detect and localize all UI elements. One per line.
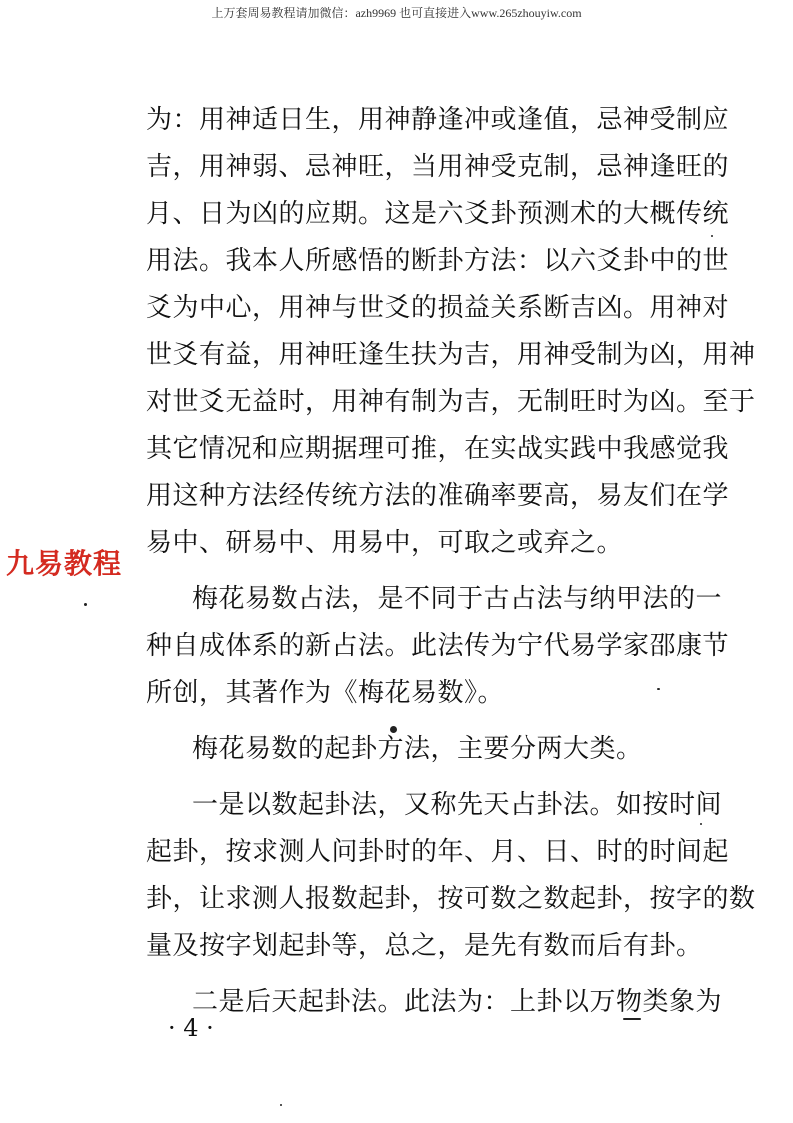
scan-speck bbox=[700, 823, 702, 825]
text-line: 用法。我本人所感悟的断卦方法：以六爻卦中的世 bbox=[146, 246, 730, 276]
text-line: 世爻有益，用神旺逢生扶为吉，用神受制为凶，用神 bbox=[146, 340, 756, 370]
text-line: 量及按字划起卦等，总之，是先有数而后有卦。 bbox=[146, 931, 703, 961]
scan-speck bbox=[657, 688, 660, 690]
text-line: 用这种方法经传统方法的准确率要高，易友们在学 bbox=[146, 481, 730, 511]
body-text bbox=[146, 97, 756, 1026]
scan-speck bbox=[390, 726, 397, 733]
scan-speck bbox=[84, 603, 87, 606]
paragraph-first-line: 梅花易数的起卦方法，主要分两大类。 bbox=[192, 734, 643, 764]
watermark-logo: 九易教程 bbox=[6, 547, 123, 580]
paragraph-first-line: 梅花易数占法，是不同于古占法与纳甲法的一 bbox=[192, 584, 723, 614]
text-line: 种自成体系的新占法。此法传为宁代易学家邵康节 bbox=[146, 631, 730, 661]
paragraph-first-line: 一是以数起卦法，又称先天占卦法。如按时间 bbox=[192, 790, 723, 820]
paragraph-first-line: 二是后天起卦法。此法为：上卦以万物类象为 bbox=[192, 987, 723, 1017]
page-number: · 4 · bbox=[168, 1014, 214, 1042]
scan-speck bbox=[711, 235, 713, 237]
text-line: 为：用神适日生，用神静逢冲或逢值，忌神受制应 bbox=[146, 105, 730, 135]
text-line: 易中、研易中、用易中，可取之或弃之。 bbox=[146, 528, 624, 558]
text-line: 吉，用神弱、忌神旺，当用神受克制，忌神逢旺的 bbox=[146, 152, 730, 182]
page-header: 上万套周易教程请加微信：azh9969 也可直接进入www.265zhouyiw.com bbox=[211, 6, 582, 20]
text-line: 月、日为凶的应期。这是六爻卦预测术的大概传统 bbox=[146, 199, 730, 229]
scan-speck bbox=[280, 1104, 282, 1106]
text-line: 对世爻无益时，用神有制为吉，无制旺时为凶。至于 bbox=[146, 387, 756, 417]
text-line: 起卦，按求测人问卦时的年、月、日、时的时间起 bbox=[146, 837, 730, 867]
text-line: 爻为中心，用神与世爻的损益关系断吉凶。用神对 bbox=[146, 293, 730, 323]
text-line: 所创，其著作为《梅花易数》。 bbox=[146, 678, 505, 708]
scan-speck bbox=[623, 1018, 641, 1020]
text-line: 卦，让求测人报数起卦，按可数之数起卦，按字的数 bbox=[146, 884, 756, 914]
text-line: 其它情况和应期据理可推，在实战实践中我感觉我 bbox=[146, 434, 730, 464]
